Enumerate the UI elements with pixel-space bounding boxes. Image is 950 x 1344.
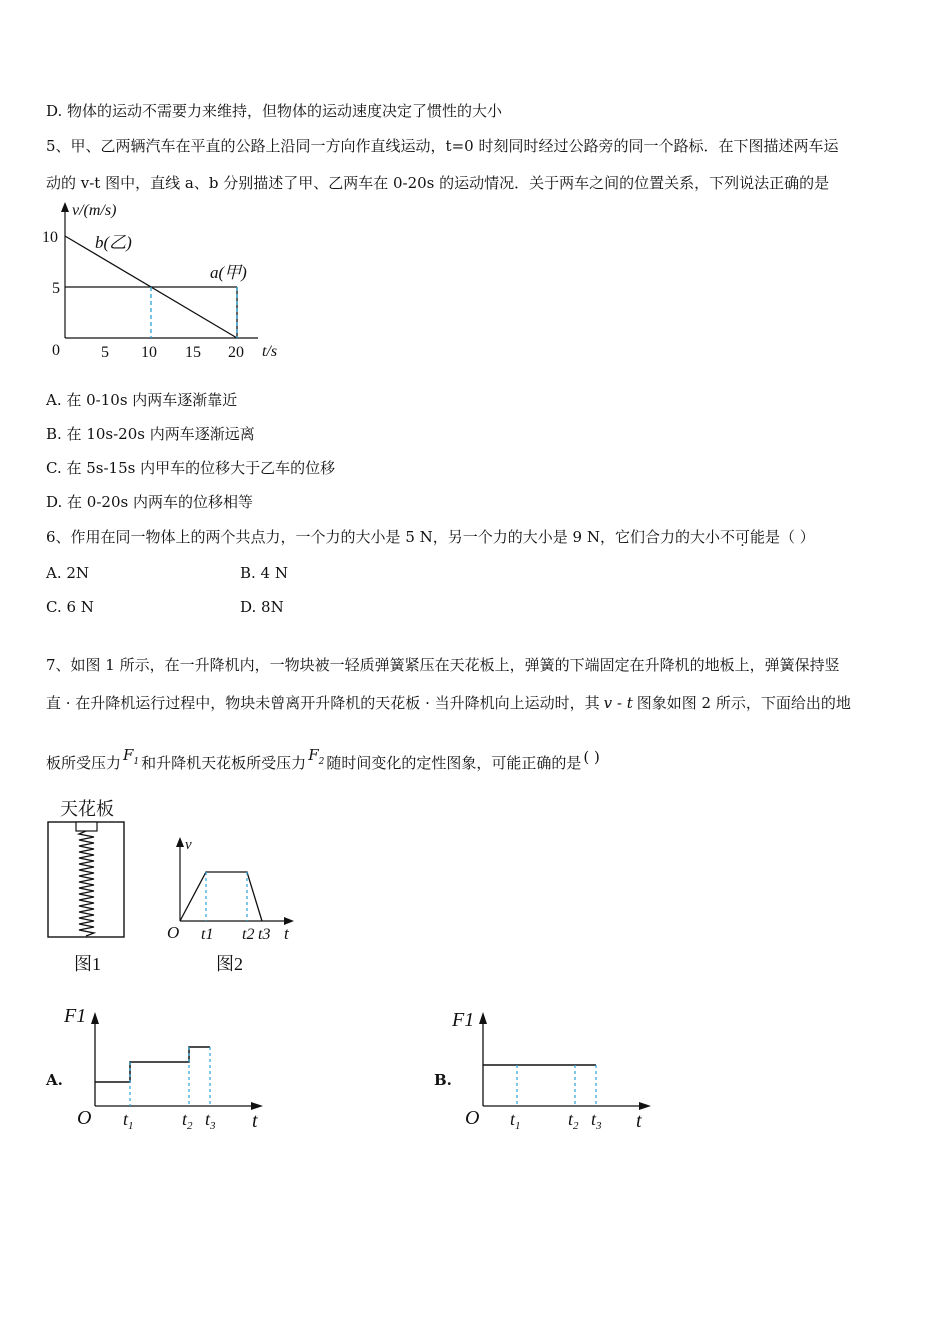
q6-stem-suffix: 是（ ） (764, 528, 815, 546)
q6-option-c: C. 6 N (46, 598, 94, 616)
vt-xtick-5: 5 (101, 344, 109, 361)
q6-option-a: A. 2N (46, 564, 90, 582)
vt-x-label: t/s (262, 343, 278, 360)
vt-xtick-20: 20 (228, 344, 244, 361)
graph-a-origin: O (77, 1107, 92, 1129)
q5-stem-line1: 5、甲、乙两辆汽车在平直的公路上沿同一方向作直线运动，t=0 时刻同时经过公路旁的同一个路标．在下图描述两车运 (46, 137, 839, 155)
vt-y-label: v/(m/s) (72, 202, 117, 219)
graph-a-axis-x: t (252, 1110, 258, 1132)
graph-b-t3: $t_3$ (591, 1109, 602, 1132)
fig2-vt-curve (180, 872, 262, 921)
graph-b-x-arrow (639, 1102, 651, 1110)
fig2-caption: 图2 (216, 954, 243, 974)
q7-stem-line3-part3: 随时间变化的定性图象，可能正确的是 (326, 754, 582, 772)
graph-a-t2: $t_2$ (182, 1109, 193, 1132)
graph-a-f1-curve (95, 1047, 210, 1082)
fig1-fig2 (44, 795, 314, 980)
q7-option-b-label: B. (434, 1071, 452, 1089)
q7-stem-line1: 7、如图 1 所示，在一升降机内，一物块被一轻质弹簧紧压在天花板上，弹簧的下端固定在升降机的地板上，弹簧保持竖 (46, 656, 840, 674)
q6-option-d: D. 8N (240, 598, 284, 616)
graph-b-axis-y: F1 (452, 1009, 475, 1031)
fig1-ceiling-label: 天花板 (60, 799, 114, 819)
fig2-t1: t1 (201, 926, 214, 943)
vt-y-arrow (61, 202, 69, 212)
fig2-origin: O (167, 923, 180, 942)
fig2-axis-v: v (185, 837, 192, 853)
graph-b-t2: $t_2$ (568, 1109, 579, 1132)
vt-xtick-0: 0 (52, 342, 60, 359)
q7-vt-variable: v - t (603, 694, 633, 712)
q6-stem (46, 527, 815, 547)
graph-b-origin: O (465, 1107, 480, 1129)
q7-answer-paren: ( ) (583, 748, 600, 766)
q7-stem-line2-part1: 直 · 在升降机运行过程中，物块未曾离开升降机的天花板 · 当升降机向上运动时，其 (46, 694, 600, 712)
vt-xtick-10: 10 (141, 344, 157, 361)
q6-stem-prefix: 6、作用在同一物体上的两个共点力，一个力的大小是 5 N，另一个力的大小是 9 N，它们合力的大小 (46, 528, 720, 546)
vt-label-a: a(甲) (210, 263, 247, 282)
fig2-y-arrow (176, 837, 184, 847)
vt-ytick-5: 5 (52, 280, 60, 297)
graph-a-y-arrow (91, 1012, 99, 1024)
q5-option-a: A. 在 0-10s 内两车逐渐靠近 (46, 391, 238, 409)
q7-f2-symbol: $F_2$ (308, 746, 325, 767)
fig2-t2: t2 (242, 926, 255, 943)
q7-stem-line2 (46, 693, 851, 713)
vt-ytick-10: 10 (42, 229, 58, 246)
fig1-block (76, 822, 97, 831)
answer-graph-a (60, 1000, 280, 1135)
graph-a-axis-y: F1 (64, 1005, 87, 1027)
q7-stem-line3 (46, 746, 600, 780)
graph-a-x-arrow (251, 1102, 263, 1110)
vt-label-b: b(乙) (95, 233, 132, 252)
graph-a-t1: $t_1$ (123, 1109, 134, 1132)
q4-option-d: D. 物体的运动不需要力来维持，但物体的运动速度决定了惯性的大小 (46, 102, 503, 120)
graph-a-t3: $t_3$ (205, 1109, 216, 1132)
fig2-axis-t: t (284, 924, 289, 943)
vt-graph (40, 200, 300, 370)
q7-f1-symbol: $F_1$ (123, 746, 140, 767)
q7-stem-line2-part2: 图象如图 2 所示，下面给出的地 (636, 694, 851, 712)
q5-option-c: C. 在 5s-15s 内甲车的位移大于乙车的位移 (46, 459, 336, 477)
graph-b-axis-x: t (636, 1110, 642, 1132)
answer-graph-b (448, 1000, 668, 1135)
q6-option-b: B. 4 N (240, 564, 288, 582)
fig1-spring (79, 831, 94, 936)
fig1-caption: 图1 (74, 954, 101, 974)
q5-option-d: D. 在 0-20s 内两车的位移相等 (46, 493, 253, 511)
graph-b-t1: $t_1$ (510, 1109, 521, 1132)
q6-stem-emphasis: 不可能 (719, 528, 765, 546)
q7-option-a-label: A. (46, 1071, 63, 1089)
graph-b-y-arrow (479, 1012, 487, 1024)
fig2-t3: t3 (258, 926, 271, 943)
vt-xtick-15: 15 (185, 344, 201, 361)
q5-option-b: B. 在 10s-20s 内两车逐渐远离 (46, 425, 255, 443)
q7-stem-line3-part1: 板所受压力 (46, 754, 122, 772)
q5-stem-line2: 动的 v-t 图中，直线 a、b 分别描述了甲、乙两车在 0-20s 的运动情况．关于两车之间的位置关系，下列说法正确的是 (46, 174, 830, 192)
q7-stem-line3-part2: 和升降机天花板所受压力 (141, 754, 307, 772)
